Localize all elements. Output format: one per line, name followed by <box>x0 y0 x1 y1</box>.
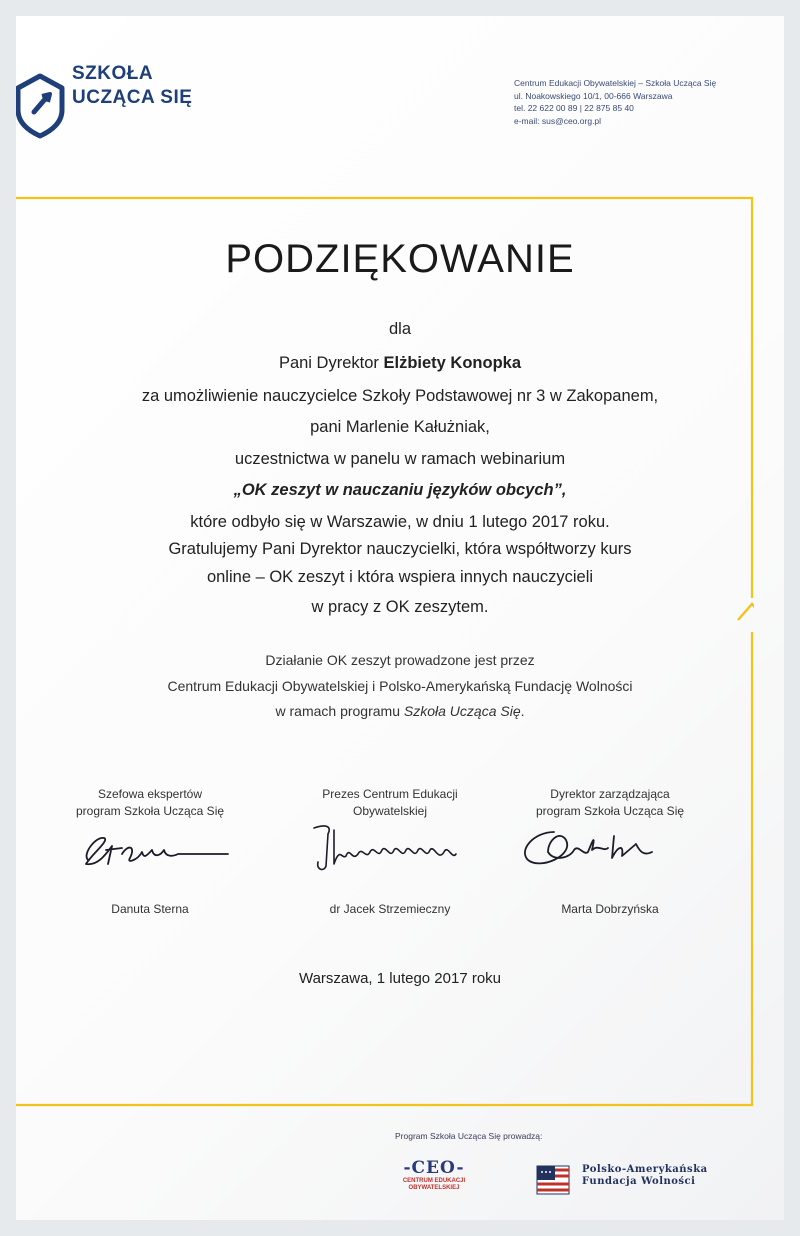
body-line: pani Marlenie Kałużniak, <box>310 418 490 436</box>
body-line: uczestnictwa w panelu w ramach webinarium <box>234 450 566 468</box>
contact-info <box>514 77 716 127</box>
role-line: Obywatelskiej <box>352 804 428 818</box>
program-label: Program Szkoła Ucząca Się prowadzą: <box>395 1131 543 1141</box>
paw-line: Polsko-Amerykańska <box>582 1164 708 1175</box>
paw-line: Fundacja Wolności <box>582 1176 696 1187</box>
signature-strzemieczny <box>306 820 466 876</box>
role-line: program Szkoła Ucząca Się <box>535 804 685 818</box>
role-line: Dyrektor zarządzająca <box>550 787 670 801</box>
body-line: Gratulujemy Pani Dyrektor nauczycielki, która współtworzy kurs <box>168 540 632 558</box>
contact-line: Centrum Edukacji Obywatelskiej – Szkoła Ucząca Się <box>514 78 717 88</box>
certificate-title: PODZIĘKOWANIE <box>225 237 575 281</box>
role-line: program Szkoła Ucząca Się <box>75 804 225 818</box>
ceo-logo <box>394 1158 474 1192</box>
body-line: które odbyło się w Warszawie, w dniu 1 lutego 2017 roku. <box>190 513 610 531</box>
note-line <box>0 703 800 719</box>
program-name: Szkoła Ucząca Się <box>403 703 521 719</box>
recipient-name: Elżbiety Konopka <box>383 354 522 372</box>
webinar-title: „OK zeszyt w nauczaniu języków obcych”, <box>233 481 567 499</box>
note-line: Działanie OK zeszyt prowadzone jest przez <box>265 652 535 668</box>
ceo-mark-text: CEO <box>411 1158 457 1178</box>
logo-line-2: UCZĄCA SIĘ <box>72 87 193 108</box>
signatory-name: dr Jacek Strzemieczny <box>329 902 451 916</box>
body-recipient <box>0 354 800 373</box>
body-line: w pracy z OK zeszytem. <box>311 598 489 616</box>
note-suffix: . <box>520 703 525 719</box>
body-dla: dla <box>388 320 412 338</box>
signatory-name: Danuta Sterna <box>111 902 189 916</box>
place-date: Warszawa, 1 lutego 2017 roku <box>298 970 502 987</box>
ceo-line: CENTRUM EDUKACJI <box>402 1178 466 1184</box>
note-prefix: w ramach programu <box>275 703 404 719</box>
signature-role <box>280 786 500 820</box>
role-line: Szefowa ekspertów <box>97 787 203 801</box>
contact-line: ul. Noakowskiego 10/1, 00-666 Warszawa <box>514 90 673 101</box>
recipient-prefix: Pani Dyrektor <box>278 354 384 372</box>
signature-dobrzynska <box>514 822 674 872</box>
body-line: za umożliwienie nauczycielce Szkoły Podstawowej nr 3 w Zakopanem, <box>141 387 659 405</box>
signature-sterna <box>78 824 238 874</box>
paw-flag-icon <box>533 1160 575 1200</box>
paw-text <box>582 1164 708 1188</box>
contact-line: e-mail: sus@ceo.org.pl <box>514 115 602 126</box>
ceo-mark: -CEO- <box>403 1158 465 1178</box>
signatory-name: Marta Dobrzyńska <box>561 902 659 916</box>
signature-role <box>40 786 260 820</box>
contact-line: tel. 22 622 00 89 | 22 875 85 40 <box>514 103 634 113</box>
role-line: Prezes Centrum Edukacji <box>322 787 458 801</box>
note-line: Centrum Edukacji Obywatelskiej i Polsko-Amerykańską Fundację Wolności <box>167 678 633 694</box>
logo-text <box>72 62 192 110</box>
school-logo-icon <box>16 58 76 142</box>
certificate-paper <box>16 16 784 1220</box>
body-line: online – OK zeszyt i która wspiera innych nauczycieli <box>206 568 594 586</box>
ceo-line: OBYWATELSKIEJ <box>408 1185 460 1191</box>
signature-role <box>500 786 720 820</box>
logo-line-1: SZKOŁA <box>72 63 154 84</box>
